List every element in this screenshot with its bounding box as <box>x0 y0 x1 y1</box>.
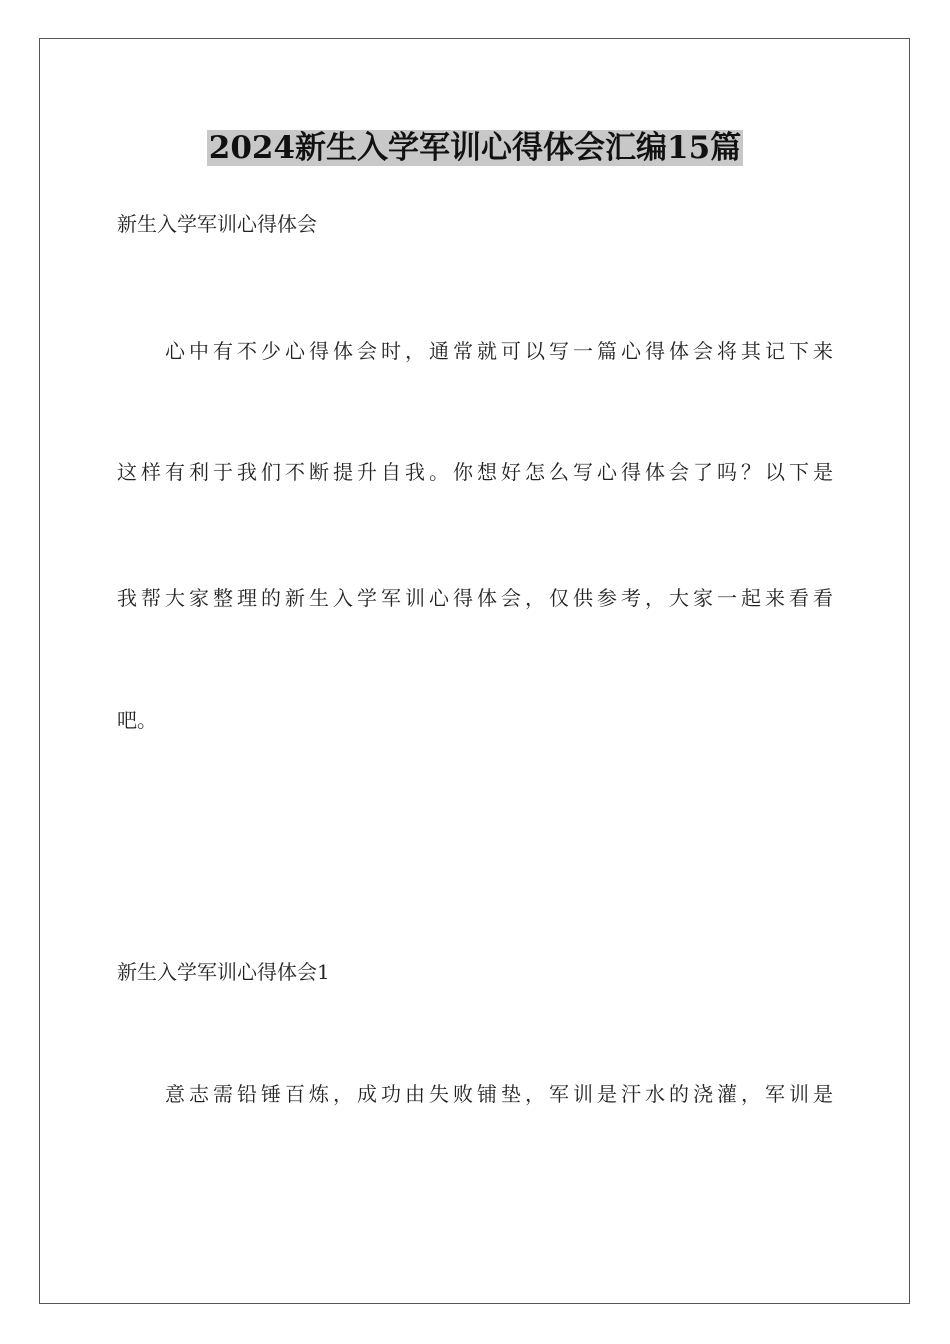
intro-line-4: 吧。 <box>117 708 157 732</box>
document-title <box>0 128 950 168</box>
intro-line-2: 这样有利于我们不断提升自我。你想好怎么写心得体会了吗？以下是 <box>117 460 833 484</box>
document-subtitle: 新生入学军训心得体会 <box>117 212 317 236</box>
intro-line-3: 我帮大家整理的新生入学军训心得体会，仅供参考，大家一起来看看 <box>117 586 833 610</box>
section-heading: 新生入学军训心得体会1 <box>117 960 330 984</box>
section-paragraph-line-1: 意志需铅锤百炼，成功由失败铺垫，军训是汗水的浇灌，军训是 <box>165 1082 833 1106</box>
intro-line-1: 心中有不少心得体会时，通常就可以写一篇心得体会将其记下来 <box>165 339 833 363</box>
document-title-text: 2024新生入学军训心得体会汇编15篇 <box>208 130 742 166</box>
